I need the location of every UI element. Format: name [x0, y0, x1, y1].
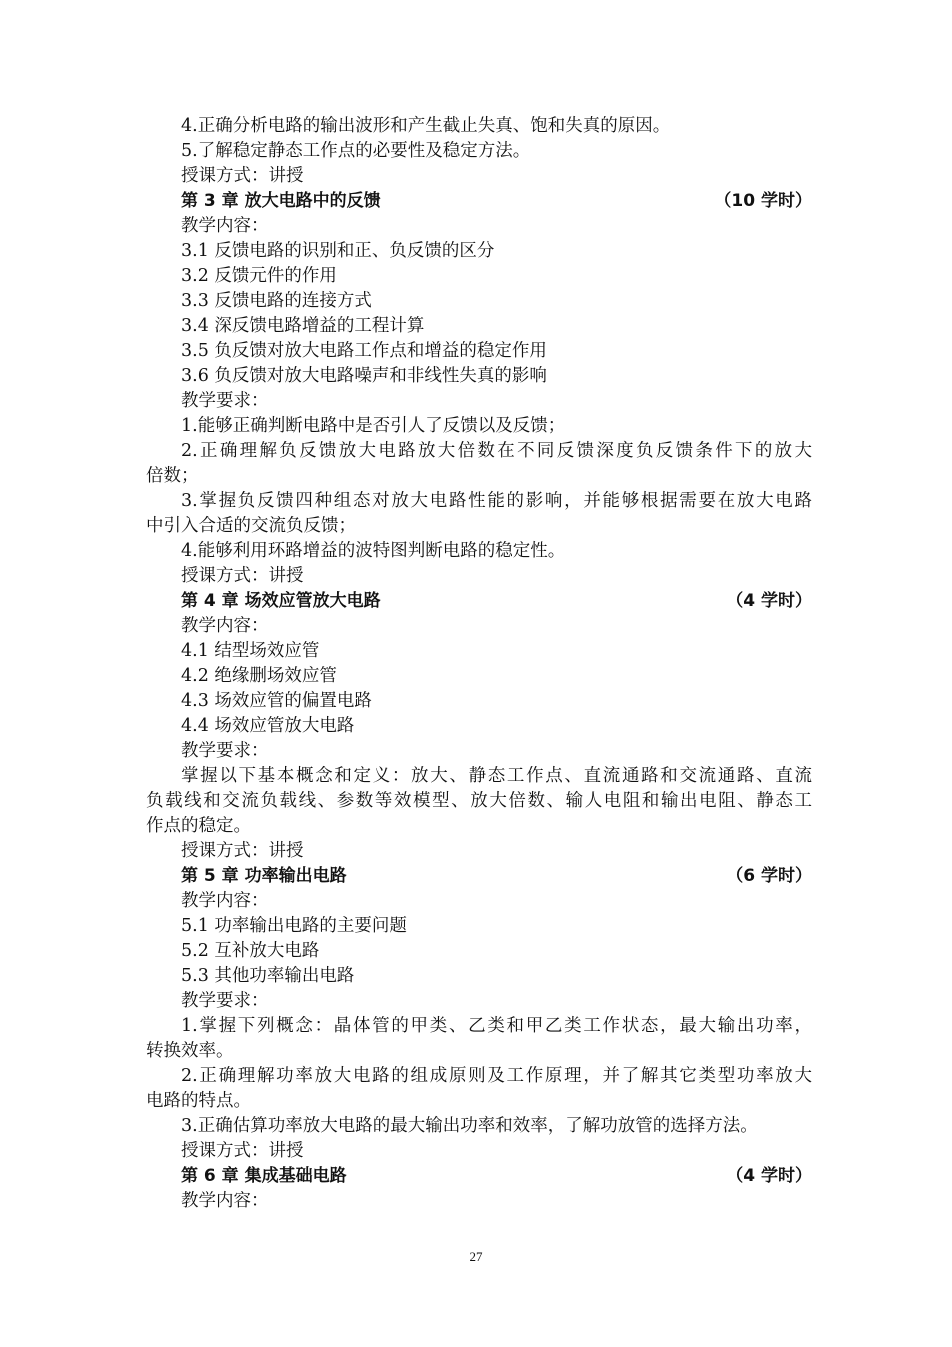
text-line: 3.4 深反馈电路增益的工程计算 [181, 316, 425, 336]
chapter-heading [181, 1164, 812, 1189]
text-line: 教学内容： [181, 216, 269, 236]
chapter-heading [181, 589, 812, 614]
text-line: 2.正确理解功率放大电路的组成原则及工作原理，并了解其它类型功率放大 [181, 1066, 812, 1086]
text-line: 4.能够利用环路增益的波特图判断电路的稳定性。 [181, 541, 566, 561]
chapter-title: 第 6 章 集成基础电路 [181, 1166, 347, 1186]
text-line: 3.掌握负反馈四种组态对放大电路性能的影响，并能够根据需要在放大电路 [181, 491, 812, 511]
text-line: 5.1 功率输出电路的主要问题 [181, 916, 407, 936]
text-line: 4.4 场效应管放大电路 [181, 716, 355, 736]
chapter-title: 第 3 章 放大电路中的反馈 [181, 191, 381, 211]
text-line: 3.1 反馈电路的识别和正、负反馈的区分 [181, 241, 495, 261]
text-line: 负载线和交流负载线、参数等效模型、放大倍数、输人电阻和输出电阻、静态工 [146, 791, 812, 811]
text-line: 3.5 负反馈对放大电路工作点和增益的稳定作用 [181, 341, 547, 361]
chapter-title: 第 4 章 场效应管放大电路 [181, 591, 381, 611]
text-line: 教学内容： [181, 891, 269, 911]
text-line: 转换效率。 [146, 1041, 234, 1061]
text-line: 5.3 其他功率输出电路 [181, 966, 355, 986]
text-line: 教学要求： [181, 991, 269, 1011]
text-line: 教学内容： [181, 616, 269, 636]
chapter-hours: （4 学时） [726, 591, 812, 611]
text-line: 中引入合适的交流负反馈； [146, 516, 356, 536]
text-line: 授课方式：讲授 [181, 841, 304, 861]
text-line: 电路的特点。 [146, 1091, 251, 1111]
text-line: 4.3 场效应管的偏置电路 [181, 691, 372, 711]
text-line: 4.2 绝缘删场效应管 [181, 666, 337, 686]
text-line: 3.2 反馈元件的作用 [181, 266, 337, 286]
chapter-hours: （6 学时） [726, 866, 812, 886]
text-line: 授课方式：讲授 [181, 566, 304, 586]
text-line: 3.6 负反馈对放大电路噪声和非线性失真的影响 [181, 366, 547, 386]
chapter-hours: （4 学时） [726, 1166, 812, 1186]
text-line: 授课方式：讲授 [181, 1141, 304, 1161]
text-line: 1.掌握下列概念：晶体管的甲类、乙类和甲乙类工作状态，最大输出功率， [181, 1016, 812, 1036]
page-number: 27 [469, 1249, 483, 1264]
text-line: 2.正确理解负反馈放大电路放大倍数在不同反馈深度负反馈条件下的放大 [181, 441, 812, 461]
chapter-heading [181, 864, 812, 889]
text-line: 3.3 反馈电路的连接方式 [181, 291, 372, 311]
chapter-title: 第 5 章 功率输出电路 [181, 866, 347, 886]
text-line: 3.正确估算功率放大电路的最大输出功率和效率，了解功放管的选择方法。 [181, 1116, 758, 1136]
text-line: 倍数； [146, 466, 199, 486]
text-line: 4.1 结型场效应管 [181, 641, 320, 661]
text-line: 教学内容： [181, 1191, 269, 1211]
text-line: 作点的稳定。 [146, 816, 251, 836]
text-line: 5.了解稳定静态工作点的必要性及稳定方法。 [181, 141, 531, 161]
chapter-heading [181, 189, 812, 214]
text-line: 教学要求： [181, 741, 269, 761]
text-line: 4.正确分析电路的输出波形和产生截止失真、饱和失真的原因。 [181, 116, 671, 136]
text-line: 5.2 互补放大电路 [181, 941, 320, 961]
text-line: 授课方式：讲授 [181, 166, 304, 186]
text-line: 掌握以下基本概念和定义：放大、静态工作点、直流通路和交流通路、直流 [181, 766, 812, 786]
chapter-hours: （10 学时） [714, 191, 812, 211]
text-line: 教学要求： [181, 391, 269, 411]
text-line: 1.能够正确判断电路中是否引人了反馈以及反馈； [181, 416, 566, 436]
